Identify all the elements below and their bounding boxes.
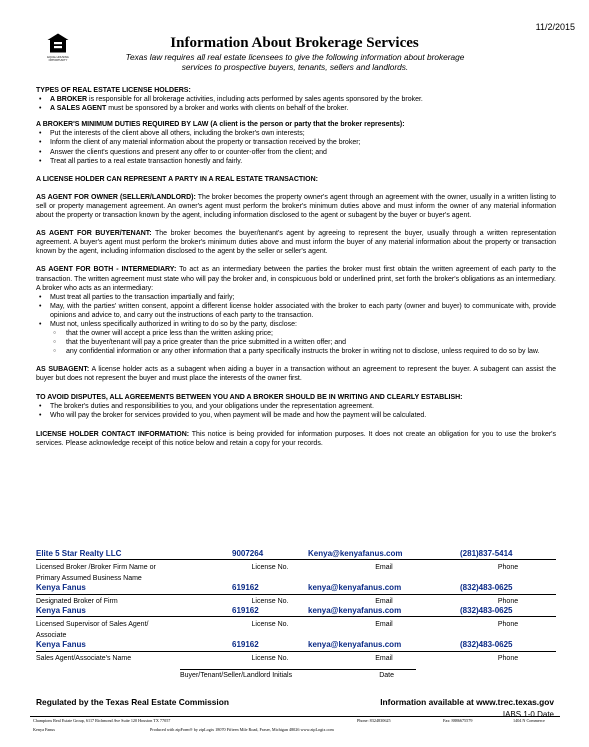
date-label: Date <box>379 672 394 679</box>
supervisor-phone-field[interactable]: (832)483-0625 <box>460 606 556 617</box>
list-item: • A BROKER is responsible for all brokerage activities, including acts performed by sales agents sponsored by the broker. <box>36 95 556 104</box>
list-item: • Put the interests of the client above all others, including the broker's own interests; <box>36 129 556 138</box>
fax-text: Fax: 8886675579 <box>443 718 473 723</box>
doc-text: 1404 N Commerce <box>513 718 545 723</box>
list-item: • Treat all parties to a real estate transaction honestly and fairly. <box>36 157 556 166</box>
list-item: • A SALES AGENT must be sponsored by a broker and works with clients on behalf of the broker. <box>36 104 556 113</box>
designated-email-field[interactable]: kenya@kenyafanus.com <box>308 583 460 594</box>
intermediary-list <box>36 293 556 329</box>
table-row <box>36 583 556 594</box>
contact-paragraph: LICENSE HOLDER CONTACT INFORMATION: This notice is being provided for information purposes. It does not create an obligation for you to use the broker's services. Please acknowledge receipt of this notice below and retain a copy for your records. <box>36 430 556 447</box>
avoid-list <box>36 402 556 420</box>
term: A SALES AGENT <box>50 105 107 113</box>
list-item: • Who will pay the broker for services provided to you, when payment will be made and how the payment will be calculated. <box>36 411 556 420</box>
broker-phone-field[interactable]: (281)837-5414 <box>460 549 556 560</box>
produced-text: Produced with zipForm® by zipLogix 18070 Fifteen Mile Road, Fraser, Michigan 48026 www.zipLogix.com <box>150 727 334 732</box>
table-label-row: Associate <box>36 632 67 640</box>
table-label-row: Licensed Supervisor of Sales Agent/ License No. Email Phone <box>36 620 519 628</box>
company-text: Champions Real Estate Group, 6117 Richmond Ave Suite 120 Houston TX 77057 <box>33 718 171 723</box>
main-content <box>36 86 556 448</box>
list-item: • Must not, unless specifically authorized in writing to do so by the party, disclose: <box>36 320 556 329</box>
initials-block <box>180 669 416 680</box>
list-item: • May, with the parties' written consent, appoint a different license holder associated with the broker to each party (owner and buyer) to communicate with, provide opinions and advice to, and carry out the instructions of each party to the transaction. <box>36 302 556 320</box>
supervisor-name-field[interactable]: Kenya Fanus <box>36 606 232 617</box>
sales-agent-email-field[interactable]: kenya@kenyafanus.com <box>308 640 460 651</box>
types-list <box>36 95 556 113</box>
regulated-text: Regulated by the Texas Real Estate Commission <box>36 697 229 707</box>
sales-agent-phone-field[interactable]: (832)483-0625 <box>460 640 556 651</box>
iabs-text: IABS 1-0 Date <box>502 710 554 719</box>
list-item: • Must treat all parties to the transaction impartially and fairly; <box>36 293 556 302</box>
sales-agent-license-field[interactable]: 619162 <box>232 640 308 651</box>
supervisor-license-field[interactable]: 619162 <box>232 606 308 617</box>
designated-broker-field[interactable]: Kenya Fanus <box>36 583 232 594</box>
represent-heading: A LICENSE HOLDER CAN REPRESENT A PARTY IN A REAL ESTATE TRANSACTION: <box>36 175 318 183</box>
list-item: • Answer the client's questions and present any offer to or counter-offer from the client; and <box>36 148 556 157</box>
types-heading: TYPES OF REAL ESTATE LICENSE HOLDERS: <box>36 87 191 94</box>
intermediary-sublist <box>36 329 556 356</box>
info-text: Information available at www.trec.texas.gov <box>380 697 554 707</box>
designated-license-field[interactable]: 619162 <box>232 583 308 594</box>
intermediary-paragraph: AS AGENT FOR BOTH - INTERMEDIARY: To act as an intermediary between the parties the broker must first obtain the written agreement of each party to the transaction. The written agreement must state who will pay the broker and, in conspicuous bold or underlined print, set forth the broker's obligations as an intermediary. A broker who acts as an intermediary: <box>36 266 556 292</box>
table-label-row: Primary Assumed Business Name <box>36 575 142 583</box>
duties-heading: A BROKER'S MINIMUM DUTIES REQUIRED BY LAW (A client is the person or party that the broker represents): <box>36 121 405 129</box>
table-label-row: Licensed Broker /Broker Firm Name or License No. Email Phone <box>36 563 519 571</box>
list-item: ○ any confidential information or any other information that a party specifically instructs the broker in writing not to disclose, unless required to do so by law. <box>36 347 556 356</box>
buyer-paragraph: AS AGENT FOR BUYER/TENANT: The broker becomes the buyer/tenant's agent by agreeing to represent the buyer, usually through a written representation agreement. A buyer's agent must perform the broker's minimum duties above and must inform the buyer of any material information about the property or transaction known by the agent, including information disclosed to the agent by the seller or seller's agent. <box>36 230 556 256</box>
table-row <box>36 549 556 560</box>
footer-divider <box>30 716 560 717</box>
agent-text: Kenya Fanus <box>33 727 55 732</box>
list-item: • The broker's duties and responsibilities to you, and your obligations under the representation agreement. <box>36 402 556 411</box>
table-row <box>36 606 556 617</box>
term: A BROKER <box>50 96 88 104</box>
list-item: • Inform the client of any material information about the property or transaction received by the broker; <box>36 138 556 147</box>
page-subtitle: Texas law requires all real estate licensees to give the following information about brokerage services to prospective buyers, tenants, sellers and landlords. <box>125 52 465 73</box>
avoid-heading: TO AVOID DISPUTES, ALL AGREEMENTS BETWEEN YOU AND A BROKER SHOULD BE IN WRITING AND CLEARLY ESTABLISH: <box>36 393 463 401</box>
duties-list <box>36 129 556 165</box>
table-label-row: Designated Broker of Firm License No. Email Phone <box>36 597 519 605</box>
broker-license-field[interactable]: 9007264 <box>232 549 308 560</box>
phone-text: Phone: 8324830625 <box>357 718 391 723</box>
broker-email-field[interactable]: Kenya@kenyafanus.com <box>308 549 460 560</box>
document-date: 11/2/2015 <box>535 22 575 32</box>
broker-firm-name-field[interactable]: Elite 5 Star Realty LLC <box>36 549 232 560</box>
list-item: ○ that the owner will accept a price less than the written asking price; <box>36 329 556 338</box>
initials-label: Buyer/Tenant/Seller/Landlord Initials <box>180 672 293 679</box>
contact-table <box>36 549 556 663</box>
owner-paragraph: AS AGENT FOR OWNER (SELLER/LANDLORD): The broker becomes the property owner's agent through an agreement with the owner, usually in a written listing to sell or property management agreement. An owner's agent must perform the broker's minimum duties above and must inform the owner of any material information about the property or transaction known by the agent, including information disclosed to the agent or subagent by the buyer or buyer's agent. <box>36 193 556 220</box>
table-row <box>36 640 556 651</box>
sales-agent-name-field[interactable]: Kenya Fanus <box>36 640 232 651</box>
logo-caption: EQUAL HOUSING OPPORTUNITY <box>47 56 69 62</box>
table-label-row: Sales Agent/Associate's Name License No. Email Phone <box>36 654 519 662</box>
subagent-paragraph: AS SUBAGENT: A license holder acts as a subagent when aiding a buyer in a transaction without an agreement to represent the buyer. A subagent can assist the buyer but does not represent the buyer and must place the interests of the owner first. <box>36 366 556 383</box>
supervisor-email-field[interactable]: kenya@kenyafanus.com <box>308 606 460 617</box>
designated-phone-field[interactable]: (832)483-0625 <box>460 583 556 594</box>
page-title: Information About Brokerage Services <box>170 35 419 51</box>
list-item: ○ that the buyer/tenant will pay a price greater than the price submitted in a written offer; and <box>36 338 556 347</box>
